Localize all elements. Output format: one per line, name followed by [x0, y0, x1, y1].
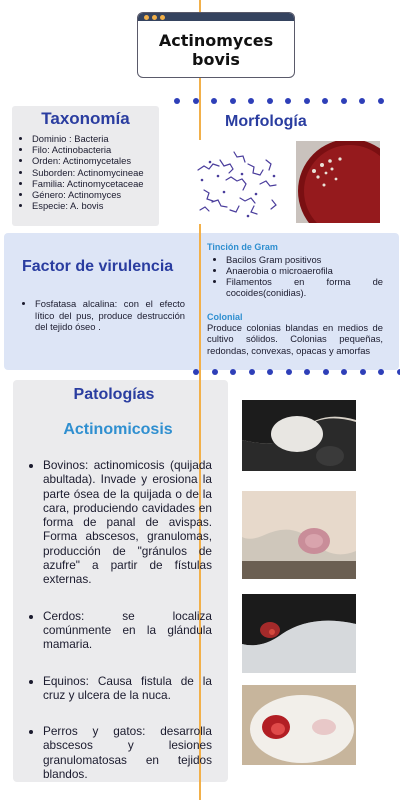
cow-jaw-photo — [242, 400, 356, 471]
list-item: • Bacilos Gram positivos — [226, 254, 383, 265]
list-item: • Equinos: Causa fistula de la cruz y ulcera de la nuca. — [43, 674, 212, 703]
dot-divider-top — [174, 98, 396, 104]
list-item: • Fosfatasa alcalina: con el efecto lítico del pus, produce destrucción del tejido óseo . — [35, 298, 185, 333]
gram-stain-heading: Tinción de Gram — [207, 242, 278, 252]
gram-stain-list — [214, 254, 383, 298]
list-item: • Cerdos: se localiza comúnmente en la glándula mamaria. — [43, 609, 212, 652]
list-item: • Especie: A. bovis — [32, 200, 159, 211]
taxonomy-list — [32, 133, 159, 211]
list-item: • Familia: Actinomycetaceae — [32, 178, 159, 189]
list-item: • Orden: Actinomycetales — [32, 155, 159, 166]
bacteria-micrograph-image — [190, 140, 286, 224]
list-item: • Filamentos en forma de cocoides(conidias). — [226, 276, 383, 298]
window-dot-icon — [152, 15, 157, 20]
title-line-1: Actinomyces — [158, 31, 274, 50]
window-dot-icon — [144, 15, 149, 20]
list-item: • Filo: Actinobacteria — [32, 144, 159, 155]
list-item: • Perros y gatos: desarrolla abscesos y lesiones granulomatosas en tejidos blandos. — [43, 724, 212, 781]
colony-description: Produce colonias blandas en medios de cultivo sólidos. Colonias pequeñas, redondas, convexas, opacas y amorfas — [207, 322, 383, 356]
list-item: • Bovinos: actinomicosis (quijada abultada). Invade y erosiona la parte ósea de la quijada o de la cara, produciendo cavidades en forma de panal de avispas. Forma abscesos, granulomas, producción de "gránulos de azufre" a partir de fístulas externas. — [43, 458, 212, 587]
window-dot-icon — [160, 15, 165, 20]
pig-mammary-photo — [242, 491, 356, 579]
virulence-heading: Factor de virulencia — [22, 258, 174, 275]
pathologies-heading: Patologías — [73, 386, 155, 403]
title-card — [137, 12, 295, 78]
taxonomy-heading: Taxonomía — [41, 109, 130, 128]
list-item: • Género: Actinomyces — [32, 189, 159, 200]
page-title — [138, 31, 294, 69]
pathologies-list — [28, 458, 212, 781]
virulence-list — [25, 298, 185, 333]
title-window-bar — [138, 13, 294, 21]
horse-neck-photo — [242, 594, 356, 673]
list-item: • Suborden: Actinomycineae — [32, 167, 159, 178]
taxonomy-panel — [12, 106, 159, 226]
cat-lesion-photo — [242, 685, 356, 765]
title-line-2: bovis — [192, 50, 240, 69]
petri-dish-image — [296, 141, 380, 223]
actinomycosis-subheading: Actinomicosis — [63, 421, 173, 438]
list-item: • Dominio : Bacteria — [32, 133, 159, 144]
colony-heading: Colonial — [207, 312, 243, 322]
dot-divider-bottom — [193, 369, 400, 375]
morphology-heading: Morfología — [225, 113, 307, 130]
list-item: • Anaerobia o microaerofila — [226, 265, 383, 276]
